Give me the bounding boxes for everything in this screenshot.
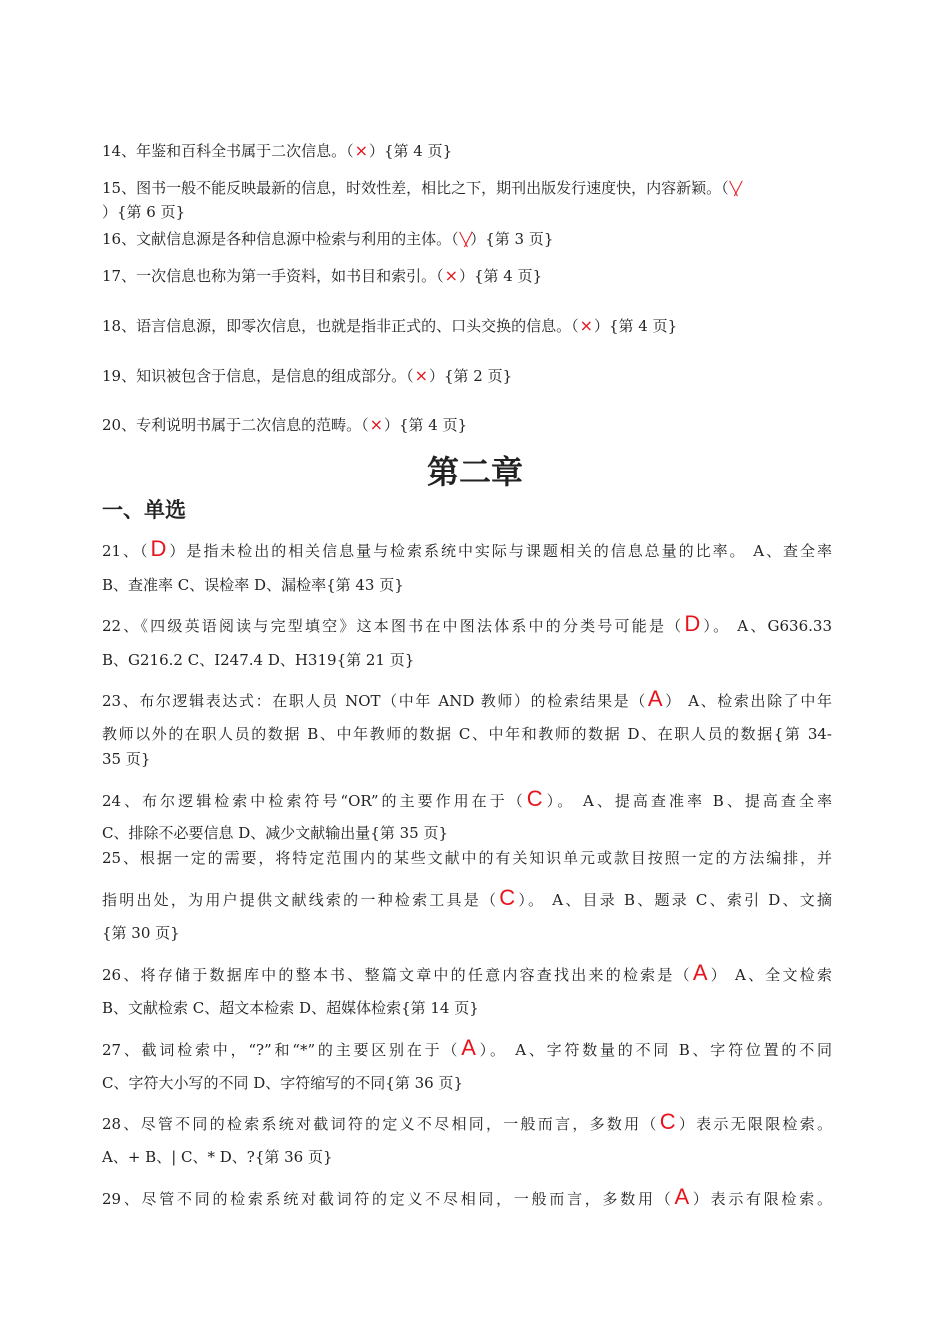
answer-mark: × xyxy=(354,141,368,160)
question-25-cont: 指明出处，为用户提供文献线索的一种检索工具是（C）。 A、目录 B、题录 C、索引 D、文摘 xyxy=(102,885,832,910)
answer-letter: D xyxy=(150,536,167,561)
question-28: 28、尽管不同的检索系统对截词符的定义不尽相同，一般而言，多数用（C）表示无限限检索。 xyxy=(102,1109,832,1134)
question-17: 17、一次信息也称为第一手资料，如书目和索引。（×）{第 4 页} xyxy=(102,266,543,285)
answer-mark: × xyxy=(444,266,458,285)
question-29: 29、尽管不同的检索系统对截词符的定义不尽相同，一般而言，多数用（A）表示有限检索。 xyxy=(102,1184,832,1209)
chapter-title: 第二章 xyxy=(426,453,523,491)
question-22-options: B、G216.2 C、I247.4 D、H319{第 21 页} xyxy=(102,651,415,669)
question-25: 25、根据一定的需要，将特定范围内的某些文献中的有关知识单元或款目按照一定的方法编排，并 xyxy=(102,849,832,867)
question-24: 24、布尔逻辑检索中检索符号“OR”的主要作用在于（C）。 A、提高查准率 B、提高查全率 xyxy=(102,786,832,811)
question-23: 23、布尔逻辑表达式：在职人员 NOT（中年 AND 教师）的检索结果是（A） A、检索出除了中年 xyxy=(102,686,832,711)
question-21: 21、（D）是指未检出的相关信息量与检索系统中实际与课题相关的信息总量的比率。 A、查全率 xyxy=(102,536,832,561)
question-19: 19、知识被包含于信息，是信息的组成部分。（×）{第 2 页} xyxy=(102,366,513,385)
answer-mark: × xyxy=(369,415,383,434)
answer-letter: C xyxy=(659,1109,676,1134)
question-23-cont: 35 页} xyxy=(102,750,151,768)
section-title: 一、单选 xyxy=(102,497,186,522)
question-26-options: B、文献检索 C、超文本检索 D、超媒体检索{第 14 页} xyxy=(102,999,479,1017)
answer-mark: × xyxy=(414,366,428,385)
question-15: 15、图书一般不能反映最新的信息，时效性差，相比之下，期刊出版发行速度快，内容新颖。（╲╱ xyxy=(102,179,740,197)
question-22: 22、《四级英语阅读与完型填空》这本图书在中图法体系中的分类号可能是（D）。 A、G636.33 xyxy=(102,611,832,636)
answer-mark: ╲╱ xyxy=(729,182,740,197)
question-14: 14、年鉴和百科全书属于二次信息。（×）{第 4 页} xyxy=(102,141,453,160)
answer-letter: A xyxy=(674,1184,690,1209)
answer-letter: A xyxy=(647,686,663,711)
answer-mark: × xyxy=(579,316,593,335)
answer-letter: A xyxy=(692,960,708,985)
question-26: 26、将存储于数据库中的整本书、整篇文章中的任意内容查找出来的检索是（A） A、全文检索 xyxy=(102,960,832,985)
question-16: 16、文献信息源是各种信息源中检索与利用的主体。（╲╱）{第 3 页} xyxy=(102,230,554,248)
answer-letter: C xyxy=(499,885,516,910)
question-24-options: C、排除不必要信息 D、减少文献输出量{第 35 页} xyxy=(102,824,448,842)
question-18: 18、语言信息源，即零次信息，也就是指非正式的、口头交换的信息。（×）{第 4 页} xyxy=(102,316,678,335)
answer-letter: A xyxy=(461,1035,476,1060)
question-27-options: C、字符大小写的不同 D、字符缩写的不同{第 36 页} xyxy=(102,1074,463,1092)
question-21-options: B、查准率 C、误检率 D、漏检率{第 43 页} xyxy=(102,576,404,594)
answer-letter: C xyxy=(526,786,543,811)
question-28-options: A、+ B、| C、* D、?{第 36 页} xyxy=(102,1148,333,1166)
question-27: 27、截词检索中，“?”和“*”的主要区别在于（A）。 A、字符数量的不同 B、字符位置的不同 xyxy=(102,1035,832,1060)
question-25-page: {第 30 页} xyxy=(102,924,180,942)
question-15-cont: ）{第 6 页} xyxy=(102,203,186,221)
question-23-options: 教师以外的在职人员的数据 B、中年教师的数据 C、中年和教师的数据 D、在职人员的数据{第 34- xyxy=(102,725,832,743)
answer-mark: ╲╱ xyxy=(459,233,470,248)
answer-letter: D xyxy=(684,611,701,636)
question-20: 20、专利说明书属于二次信息的范畴。（×）{第 4 页} xyxy=(102,415,468,434)
